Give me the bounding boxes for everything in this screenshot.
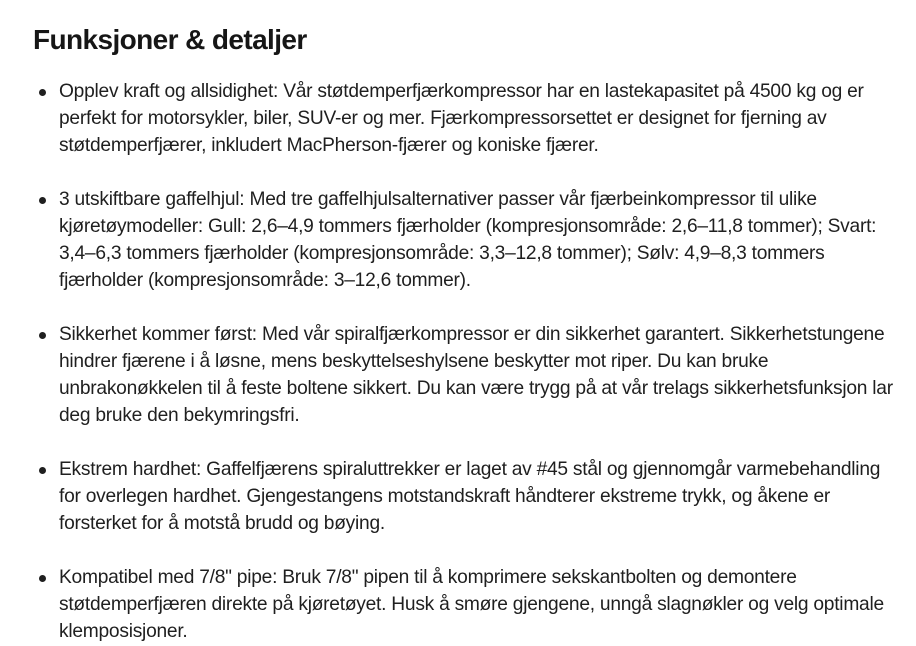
section-title: Funksjoner & detaljer <box>33 24 307 55</box>
feature-item-power: Opplev kraft og allsidighet: Vår støtdemperfjærkompressor har en lastekapasitet på 4500 kg og er perfekt for motorsykler, biler, SUV-er og mer. Fjærkompressorsettet er designet for fjerning av støtdemperfjærer, inkludert MacPherson-fjærer og koniske fjærer. <box>33 78 903 159</box>
feature-list <box>33 78 903 645</box>
feature-item-hardness: Ekstrem hardhet: Gaffelfjærens spiraluttrekker er laget av #45 stål og gjennomgår varmebehandling for overlegen hardhet. Gjengestangens motstandskraft håndterer ekstreme trykk, og åkene er forsterket for å motstå brudd og bøying. <box>33 456 903 537</box>
feature-item-fork-wheels: 3 utskiftbare gaffelhjul: Med tre gaffelhjulsalternativer passer vår fjærbeinkompressor til ulike kjøretøymodeller: Gull: 2,6–4,9 tommers fjærholder (kompresjonsområde: 2,6–11,8 tommer); Svart: 3,4–6,3 tommers fjærholder (kompresjonsområde: 3,3–12,8 tommer); Sølv: 4,9–8,3 tommers fjærholder (kompresjonsområde: 3–12,6 tommer). <box>33 186 903 294</box>
feature-item-safety: Sikkerhet kommer først: Med vår spiralfjærkompressor er din sikkerhet garantert. Sikkerhetstungene hindrer fjærene i å løsne, mens beskyttelseshylsene beskytter mot riper. Du kan bruke unbrakonøkkelen til å feste boltene sikkert. Du kan være trygg på at vår trelags sikkerhetsfunksjon lar deg bruke den bekymringsfri. <box>33 321 903 429</box>
feature-item-compatibility: Kompatibel med 7/8" pipe: Bruk 7/8" pipen til å komprimere sekskantbolten og demontere støtdemperfjæren direkte på kjøretøyet. Husk å smøre gjengene, unngå slagnøkler og velg optimale klemposisjoner. <box>33 564 903 645</box>
